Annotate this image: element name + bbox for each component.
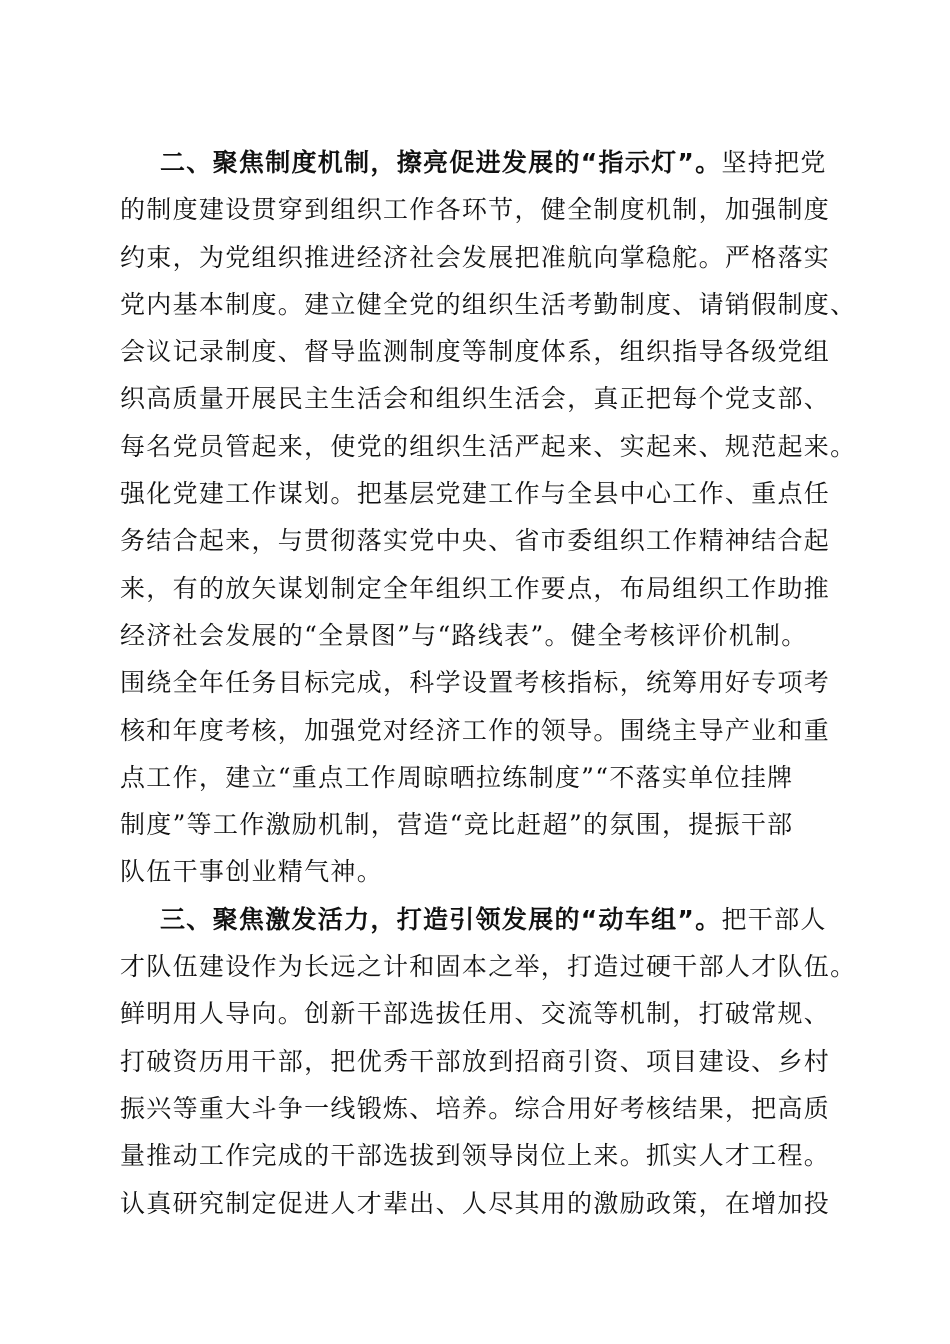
paragraph-line: 党内基本制度。建立健全党的组织生活考勤制度、请销假制度、 <box>120 289 857 319</box>
paragraph-line: 才队伍建设作为长远之计和固本之举，打造过硬干部人才队伍。 <box>120 952 857 982</box>
paragraph-text: 坚持把党 <box>721 148 827 177</box>
paragraph-line: 织高质量开展民主生活会和组织生活会，真正把每个党支部、 <box>120 384 831 414</box>
paragraph-line: 打破资历用干部，把优秀干部放到招商引资、项目建设、乡村 <box>120 1046 831 1076</box>
paragraph-line: 每名党员管起来，使党的组织生活严起来、实起来、规范起来。 <box>120 431 857 461</box>
paragraph-line: 经济社会发展的“全景图”与“路线表”。健全考核评价机制。 <box>120 620 808 650</box>
paragraph-line: 振兴等重大斗争一线锻炼、培养。综合用好考核结果，把高质 <box>120 1093 831 1123</box>
paragraph-line: 强化党建工作谋划。把基层党建工作与全县中心工作、重点任 <box>120 479 831 509</box>
paragraph-line: 鲜明用人导向。创新干部选拔任用、交流等机制，打破常规、 <box>120 999 831 1029</box>
paragraph-line: 会议记录制度、督导监测制度等制度体系，组织指导各级党组 <box>120 337 831 367</box>
paragraph-line: 的制度建设贯穿到组织工作各环节，健全制度机制，加强制度 <box>120 195 831 225</box>
paragraph-line <box>120 139 840 186</box>
section-heading: 三、聚焦激发活力，打造引领发展的“动车组”。 <box>160 904 722 934</box>
paragraph-line: 认真研究制定促进人才辈出、人尽其用的激励政策，在增加投 <box>120 1188 831 1218</box>
paragraph-line: 来，有的放矢谋划制定全年组织工作要点，布局组织工作助推 <box>120 573 831 603</box>
paragraph-line: 制度”等工作激励机制，营造“竞比赶超”的氛围，提振干部 <box>120 810 794 840</box>
paragraph-text: 把干部人 <box>721 904 827 934</box>
paragraph-line: 队伍干事创业精气神。 <box>120 857 384 887</box>
paragraph-line: 约束，为党组织推进经济社会发展把准航向掌稳舵。严格落实 <box>120 242 831 272</box>
paragraph-line: 务结合起来，与贯彻落实党中央、省市委组织工作精神结合起 <box>120 526 831 556</box>
paragraph-line: 点工作，建立“重点工作周晾晒拉练制度”“不落实单位挂牌 <box>120 762 794 792</box>
section-heading: 二、聚焦制度机制，擦亮促进发展的“指示灯”。 <box>160 148 722 177</box>
paragraph-line: 围绕全年任务目标完成，科学设置考核指标，统筹用好专项考 <box>120 668 831 698</box>
paragraph-line: 量推动工作完成的干部选拔到领导岗位上来。抓实人才工程。 <box>120 1141 831 1171</box>
paragraph-line: 核和年度考核，加强党对经济工作的领导。围绕主导产业和重 <box>120 715 831 745</box>
document-body <box>120 139 857 1227</box>
paragraph-line <box>120 896 840 943</box>
